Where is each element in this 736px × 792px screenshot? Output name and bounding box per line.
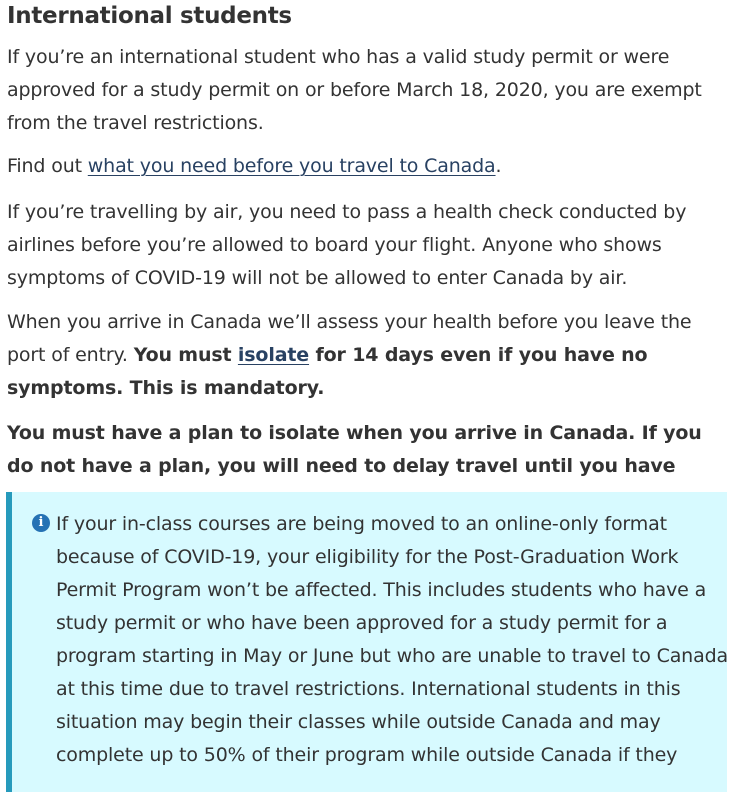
must-text: You must [133, 344, 238, 366]
isolation-paragraph [7, 306, 719, 405]
mandatory-text: for 14 days even if you have no symptoms. This is mandatory. [7, 344, 648, 399]
info-icon: i [32, 514, 50, 532]
alert-text: If your in-class courses are being moved to an online-only format because of COVID-19, your eligibility for the Post-Graduation Work Permit Program won’t be affected. This includes students who have a study permit or who have been approved for a study permit for a program starting in May or June but who are unable to travel to Canada at this time due to travel restrictions. International students in this situation may begin their classes while outside Canada and may complete up to 50% of their program while outside Canada if they [56, 513, 728, 766]
find-out-suffix: . [495, 155, 502, 177]
isolation-plan-text: You must have a plan to isolate when you arrive in Canada. If you do not have a plan, you will need to delay travel until you have [7, 422, 702, 477]
pgwp-info-alert [6, 492, 727, 792]
section-heading: International students [7, 3, 292, 29]
study-permit-exemption-paragraph: If you’re an international student who has a valid study permit or were approved for a study permit on or before March 18, 2020, you are exempt from the travel restrictions. [7, 46, 702, 134]
find-out-paragraph [7, 150, 719, 183]
travel-requirements-link[interactable]: what you need before you travel to Canada [87, 155, 496, 177]
arrival-assessment-text: When you arrive in Canada we’ll assess your health before you leave the port of entry. [7, 311, 692, 366]
isolate-link[interactable]: isolate [237, 344, 310, 366]
find-out-prefix: Find out [7, 155, 88, 177]
health-check-paragraph: If you’re travelling by air, you need to pass a health check conducted by airlines before you’re allowed to board your flight. Anyone who shows symptoms of COVID-19 will not be allowed to enter Canada by air. [7, 201, 687, 289]
